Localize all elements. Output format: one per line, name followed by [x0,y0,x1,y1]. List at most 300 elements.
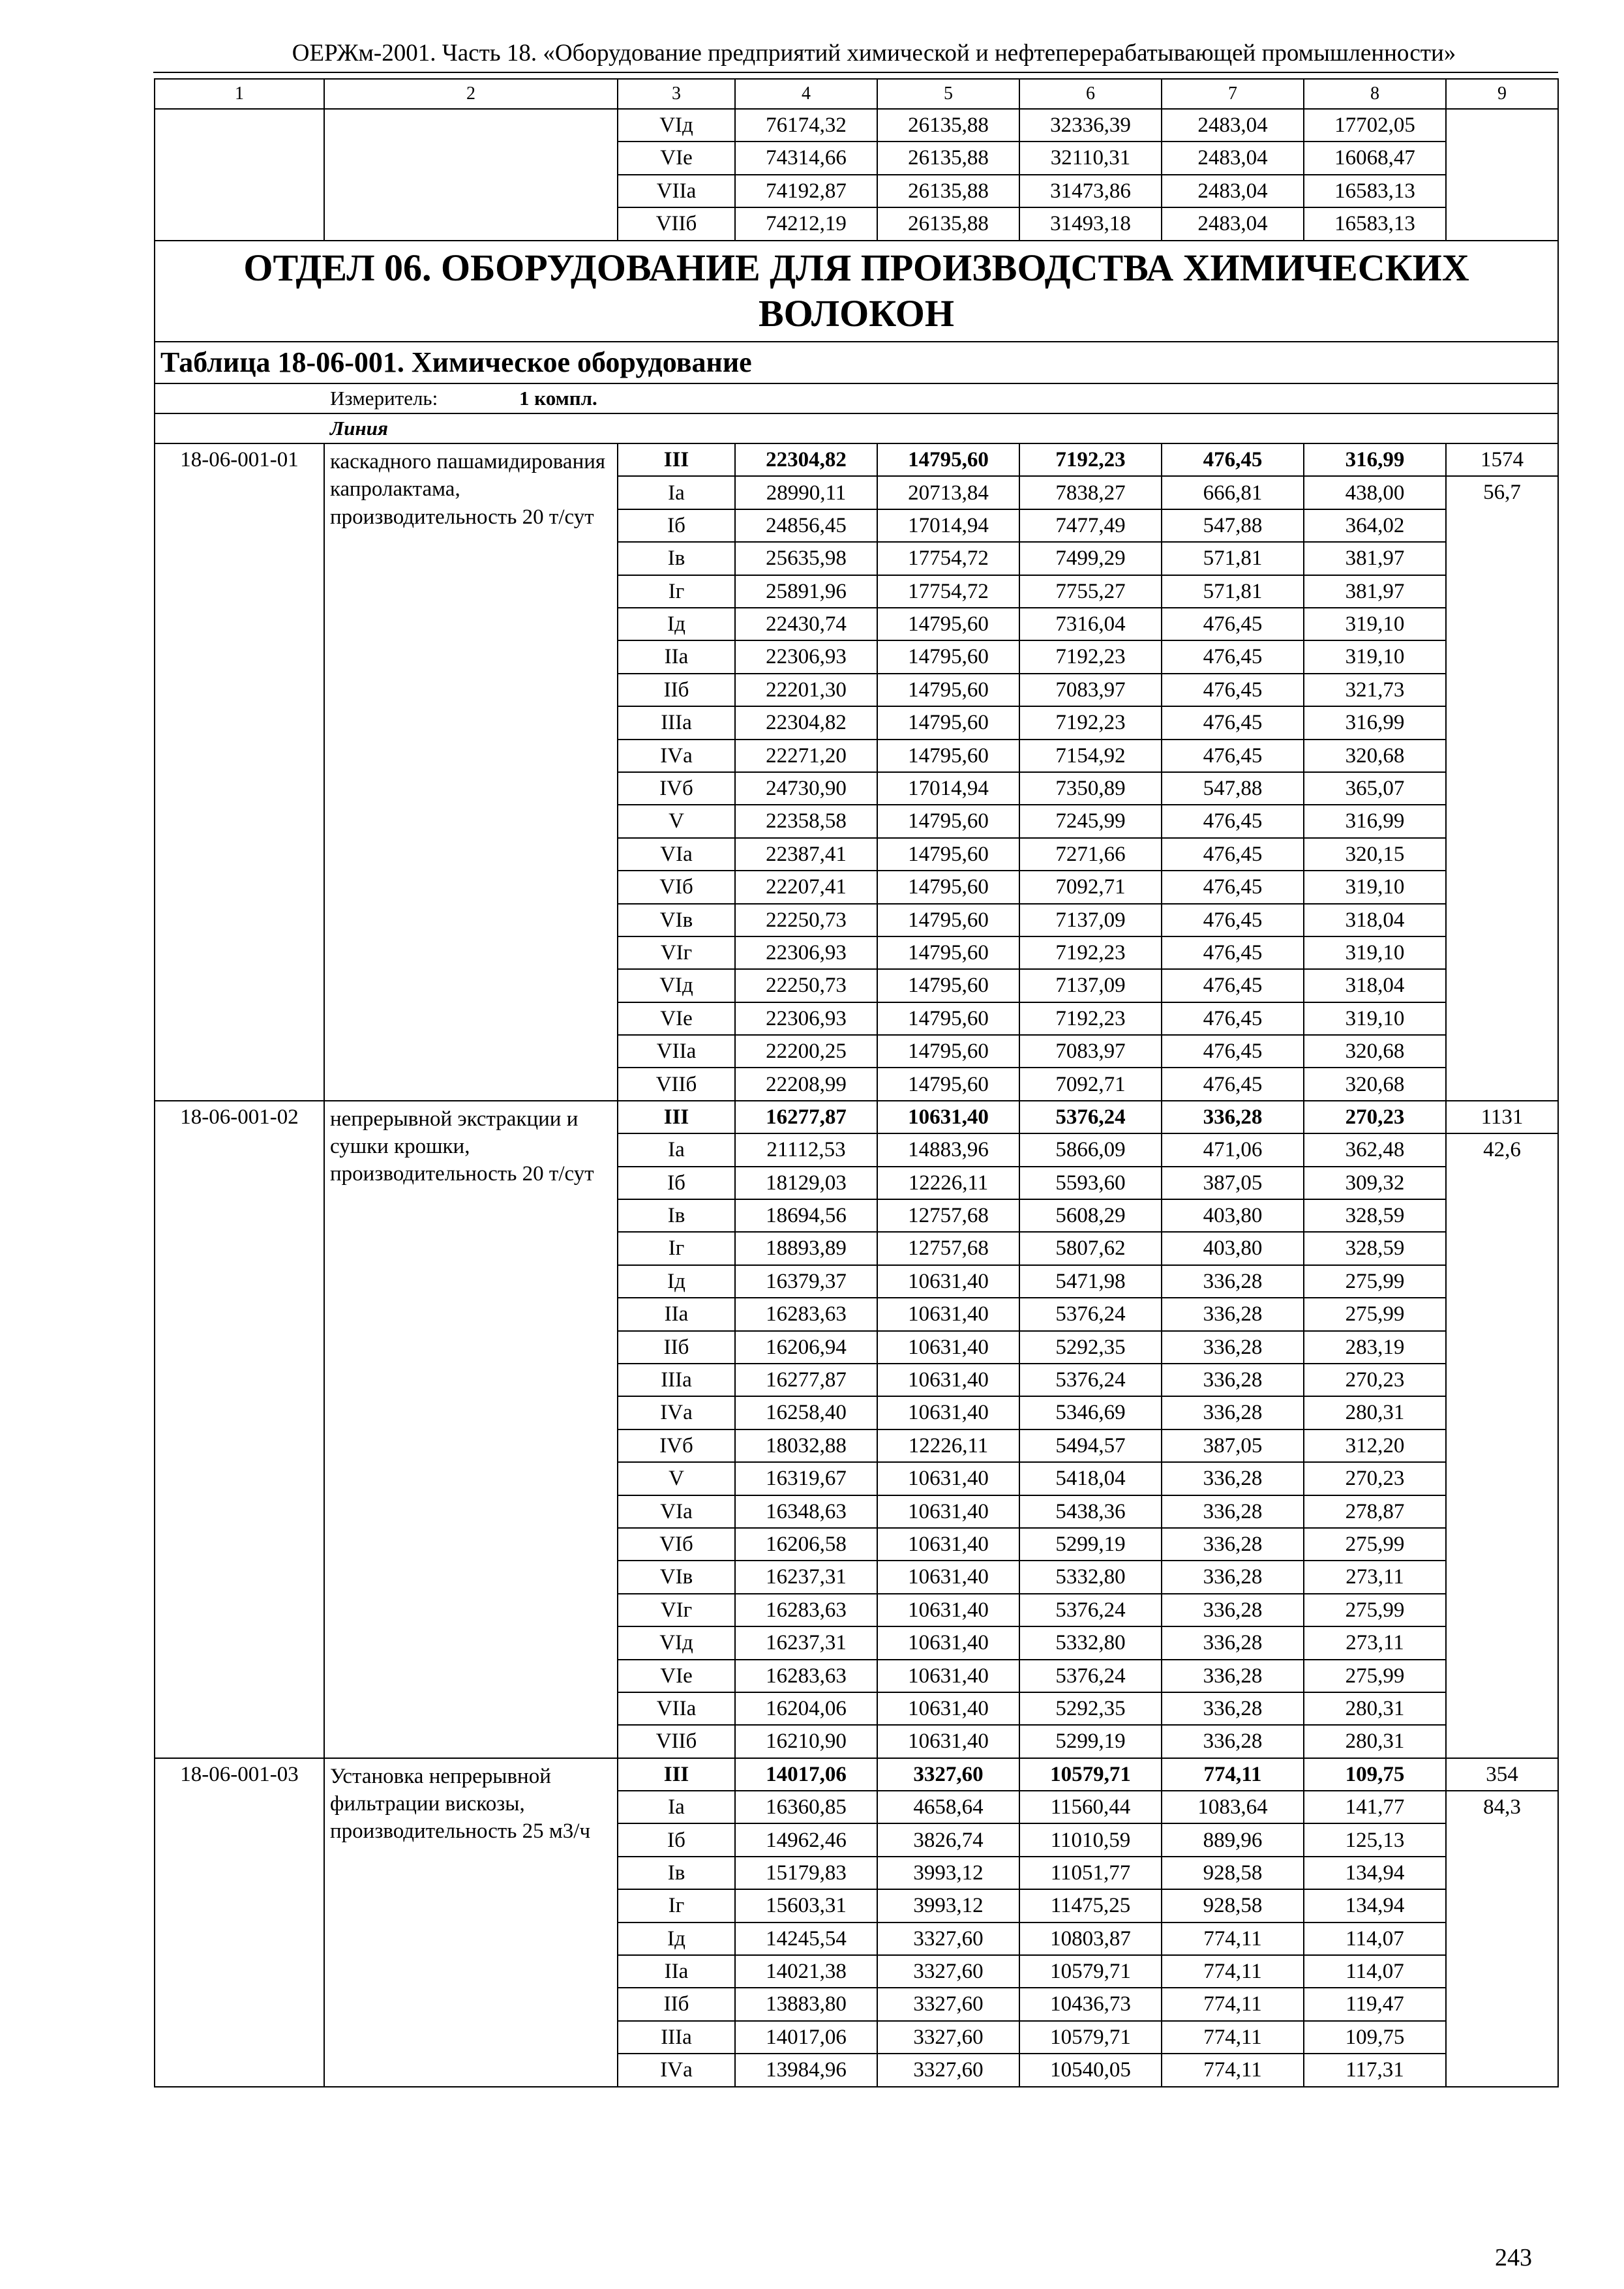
region-class: IVб [618,1429,735,1462]
value-cell: 336,28 [1162,1594,1304,1626]
value-cell: 16583,13 [1304,175,1446,207]
value-cell: 471,06 [1162,1133,1304,1166]
value-cell: 275,99 [1304,1528,1446,1561]
value-cell: 14795,60 [877,936,1019,969]
value-cell: 336,28 [1162,1396,1304,1429]
column-number: 1 [155,79,324,109]
item-col9: 84,3 [1446,1791,1558,2087]
value-cell: 328,59 [1304,1199,1446,1232]
value-cell: 7838,27 [1019,476,1162,509]
value-cell: 14795,60 [877,1035,1019,1068]
value-cell: 14795,60 [877,904,1019,936]
item-description: непрерывной экстракции и сушки крошки, производительность 20 т/сут [324,1101,618,1758]
value-cell: 7137,09 [1019,904,1162,936]
value-cell: 114,07 [1304,1922,1446,1955]
value-cell: 319,10 [1304,1002,1446,1035]
value-cell: 3327,60 [877,1988,1019,2020]
measure-cell [155,383,1558,413]
value-cell: 14795,60 [877,805,1019,837]
value-cell: 3327,60 [877,1922,1019,1955]
value-cell: 7192,23 [1019,443,1162,476]
value-cell: 16277,87 [735,1101,877,1133]
region-class: VIе [618,1002,735,1035]
value-cell: 476,45 [1162,608,1304,640]
value-cell: 387,05 [1162,1167,1304,1199]
value-cell: 273,11 [1304,1626,1446,1659]
column-number: 6 [1019,79,1162,109]
value-cell: 74314,66 [735,142,877,174]
value-cell: 666,81 [1162,476,1304,509]
value-cell: 10631,40 [877,1462,1019,1495]
value-cell: 5376,24 [1019,1594,1162,1626]
value-cell: 10631,40 [877,1396,1019,1429]
value-cell: 17014,94 [877,509,1019,542]
region-class: IVа [618,2054,735,2086]
value-cell: 7755,27 [1019,575,1162,608]
value-cell: 10631,40 [877,1265,1019,1298]
price-table [154,78,1559,2087]
value-cell: 12226,11 [877,1167,1019,1199]
value-cell: 24856,45 [735,509,877,542]
value-cell: 889,96 [1162,1823,1304,1856]
value-cell: 3327,60 [877,1758,1019,1791]
value-cell: 10803,87 [1019,1922,1162,1955]
value-cell: 280,31 [1304,1396,1446,1429]
value-cell: 11560,44 [1019,1791,1162,1823]
value-cell: 5332,80 [1019,1626,1162,1659]
value-cell: 318,04 [1304,904,1446,936]
value-cell: 5593,60 [1019,1167,1162,1199]
value-cell: 10631,40 [877,1725,1019,1758]
value-cell: 18694,56 [735,1199,877,1232]
value-cell: 24730,90 [735,772,877,805]
value-cell: 114,07 [1304,1955,1446,1988]
region-class: VIд [618,109,735,142]
value-cell: 320,68 [1304,1068,1446,1100]
value-cell: 10436,73 [1019,1988,1162,2020]
item-description: каскадного пашамидирования капролактама, производительность 20 т/сут [324,443,618,1101]
value-cell: 319,10 [1304,640,1446,673]
value-cell: 2483,04 [1162,207,1304,240]
value-cell: 16237,31 [735,1626,877,1659]
value-cell: 275,99 [1304,1594,1446,1626]
value-cell: 11051,77 [1019,1857,1162,1889]
value-cell: 10631,40 [877,1101,1019,1133]
value-cell: 3327,60 [877,2021,1019,2054]
value-cell: 7192,23 [1019,640,1162,673]
value-cell: 28990,11 [735,476,877,509]
region-class: VIIа [618,1692,735,1725]
value-cell: 7316,04 [1019,608,1162,640]
value-cell: 5494,57 [1019,1429,1162,1462]
value-cell: 18129,03 [735,1167,877,1199]
value-cell: 7350,89 [1019,772,1162,805]
region-class: IIб [618,1988,735,2020]
value-cell: 476,45 [1162,936,1304,969]
value-cell: 3993,12 [877,1889,1019,1922]
value-cell: 7083,97 [1019,674,1162,706]
value-cell: 364,02 [1304,509,1446,542]
value-cell: 10631,40 [877,1692,1019,1725]
value-cell: 547,88 [1162,772,1304,805]
region-class: VIIа [618,175,735,207]
value-cell: 5292,35 [1019,1692,1162,1725]
value-cell: 328,59 [1304,1232,1446,1264]
value-cell: 16277,87 [735,1364,877,1396]
value-cell: 3327,60 [877,1955,1019,1988]
value-cell: 7083,97 [1019,1035,1162,1068]
value-cell: 7092,71 [1019,1068,1162,1100]
region-class: Iг [618,1889,735,1922]
value-cell: 109,75 [1304,2021,1446,2054]
value-cell: 5346,69 [1019,1396,1162,1429]
value-cell: 476,45 [1162,740,1304,772]
value-cell: 320,68 [1304,1035,1446,1068]
value-cell: 22387,41 [735,838,877,871]
value-cell: 16348,63 [735,1495,877,1528]
region-class: Iв [618,1857,735,1889]
value-cell: 14883,96 [877,1133,1019,1166]
value-cell: 774,11 [1162,2054,1304,2086]
region-class: VIд [618,1626,735,1659]
item-col9: 56,7 [1446,476,1558,1100]
value-cell: 336,28 [1162,1626,1304,1659]
value-cell: 16237,31 [735,1561,877,1593]
value-cell: 312,20 [1304,1429,1446,1462]
value-cell: 14795,60 [877,871,1019,903]
value-cell: 280,31 [1304,1725,1446,1758]
value-cell: 476,45 [1162,805,1304,837]
region-class: Iб [618,1167,735,1199]
value-cell: 16210,90 [735,1725,877,1758]
value-cell: 476,45 [1162,443,1304,476]
region-class: VIIб [618,1068,735,1100]
value-cell: 336,28 [1162,1495,1304,1528]
value-cell: 336,28 [1162,1298,1304,1330]
value-cell: 16206,94 [735,1331,877,1364]
value-cell: 5299,19 [1019,1725,1162,1758]
column-number-row [155,79,1558,109]
value-cell: 125,13 [1304,1823,1446,1856]
value-cell: 17754,72 [877,542,1019,575]
value-cell: 22250,73 [735,969,877,1002]
value-cell: 283,19 [1304,1331,1446,1364]
item-code: 18-06-001-01 [155,443,324,1101]
value-cell: 10631,40 [877,1298,1019,1330]
value-cell: 26135,88 [877,109,1019,142]
value-cell: 12757,68 [877,1199,1019,1232]
value-cell: 10579,71 [1019,2021,1162,2054]
value-cell: 14795,60 [877,1002,1019,1035]
region-class: Iв [618,1199,735,1232]
value-cell: 774,11 [1162,1922,1304,1955]
region-class: VIг [618,936,735,969]
value-cell: 16583,13 [1304,207,1446,240]
value-cell: 7154,92 [1019,740,1162,772]
value-cell: 14017,06 [735,2021,877,2054]
value-cell: 117,31 [1304,2054,1446,2086]
value-cell: 270,23 [1304,1364,1446,1396]
region-class: VIг [618,1594,735,1626]
value-cell: 320,15 [1304,838,1446,871]
value-cell: 22250,73 [735,904,877,936]
value-cell: 26135,88 [877,207,1019,240]
region-class: VIд [618,969,735,1002]
value-cell: 270,23 [1304,1462,1446,1495]
value-cell: 309,32 [1304,1167,1446,1199]
value-cell: 774,11 [1162,2021,1304,2054]
value-cell: 13883,80 [735,1988,877,2020]
value-cell: 387,05 [1162,1429,1304,1462]
value-cell: 316,99 [1304,706,1446,739]
value-cell: 22306,93 [735,936,877,969]
value-cell: 336,28 [1162,1101,1304,1133]
value-cell: 20713,84 [877,476,1019,509]
value-cell: 336,28 [1162,1462,1304,1495]
value-cell: 5299,19 [1019,1528,1162,1561]
value-cell: 5438,36 [1019,1495,1162,1528]
region-class: VIа [618,1495,735,1528]
page-number: 243 [1495,2244,1532,2271]
value-cell: 14795,60 [877,1068,1019,1100]
value-cell: 22304,82 [735,443,877,476]
value-cell: 476,45 [1162,904,1304,936]
value-cell: 476,45 [1162,640,1304,673]
value-cell: 5807,62 [1019,1232,1162,1264]
region-class: Iд [618,608,735,640]
region-class: IIб [618,1331,735,1364]
region-class: III [618,1101,735,1133]
value-cell: 5418,04 [1019,1462,1162,1495]
value-cell: 2483,04 [1162,142,1304,174]
value-cell: 7271,66 [1019,838,1162,871]
value-cell: 16206,58 [735,1528,877,1561]
region-class: IIа [618,1298,735,1330]
value-cell: 774,11 [1162,1955,1304,1988]
region-class: VIе [618,1660,735,1692]
item-col9: 1574 [1446,443,1558,476]
value-cell: 76174,32 [735,109,877,142]
item-code: 18-06-001-02 [155,1101,324,1758]
value-cell: 476,45 [1162,1002,1304,1035]
region-class: IIIа [618,2021,735,2054]
value-cell: 22201,30 [735,674,877,706]
value-cell: 476,45 [1162,871,1304,903]
column-number: 4 [735,79,877,109]
value-cell: 5332,80 [1019,1561,1162,1593]
region-class: Iб [618,509,735,542]
value-cell: 476,45 [1162,969,1304,1002]
section-title: ОТДЕЛ 06. ОБОРУДОВАНИЕ ДЛЯ ПРОИЗВОДСТВА ХИМИЧЕСКИХ ВОЛОКОН [155,241,1558,342]
value-cell: 11010,59 [1019,1823,1162,1856]
value-cell: 5376,24 [1019,1364,1162,1396]
item-col9: 1131 [1446,1101,1558,1133]
region-class: Iа [618,1791,735,1823]
region-class: IIб [618,674,735,706]
region-class: IVа [618,740,735,772]
value-cell: 14021,38 [735,1955,877,1988]
value-cell: 21112,53 [735,1133,877,1166]
value-cell: 16283,63 [735,1298,877,1330]
value-cell: 319,10 [1304,871,1446,903]
value-cell: 18893,89 [735,1232,877,1264]
region-class: V [618,805,735,837]
value-cell: 134,94 [1304,1889,1446,1922]
value-cell: 22306,93 [735,1002,877,1035]
column-number: 8 [1304,79,1446,109]
value-cell: 32110,31 [1019,142,1162,174]
value-cell: 280,31 [1304,1692,1446,1725]
value-cell: 336,28 [1162,1331,1304,1364]
measure-row [155,383,1558,413]
value-cell: 10631,40 [877,1331,1019,1364]
value-cell: 2483,04 [1162,175,1304,207]
value-cell: 17754,72 [877,575,1019,608]
value-cell: 7192,23 [1019,706,1162,739]
value-cell: 13984,96 [735,2054,877,2086]
value-cell: 7192,23 [1019,1002,1162,1035]
value-cell: 31493,18 [1019,207,1162,240]
value-cell: 22271,20 [735,740,877,772]
value-cell: 25635,98 [735,542,877,575]
value-cell: 403,80 [1162,1232,1304,1264]
value-cell: 5866,09 [1019,1133,1162,1166]
region-class: Iд [618,1922,735,1955]
value-cell: 16258,40 [735,1396,877,1429]
value-cell: 7192,23 [1019,936,1162,969]
value-cell: 7477,49 [1019,509,1162,542]
table-row [155,1758,1558,1791]
value-cell: 438,00 [1304,476,1446,509]
value-cell: 571,81 [1162,575,1304,608]
carryover-col9-cell [1446,109,1558,241]
region-class: Iа [618,1133,735,1166]
value-cell: 14795,60 [877,969,1019,1002]
value-cell: 336,28 [1162,1528,1304,1561]
value-cell: 774,11 [1162,1758,1304,1791]
value-cell: 3826,74 [877,1823,1019,1856]
value-cell: 4658,64 [877,1791,1019,1823]
region-class: Iг [618,575,735,608]
column-number: 7 [1162,79,1304,109]
table-title: Таблица 18-06-001. Химическое оборудование [155,342,1558,383]
value-cell: 275,99 [1304,1298,1446,1330]
value-cell: 10631,40 [877,1528,1019,1561]
value-cell: 1083,64 [1162,1791,1304,1823]
value-cell: 18032,88 [735,1429,877,1462]
region-class: V [618,1462,735,1495]
item-code: 18-06-001-03 [155,1758,324,2087]
region-class: VIв [618,904,735,936]
group-label-cell [155,413,1558,443]
value-cell: 10631,40 [877,1660,1019,1692]
region-class: VIб [618,871,735,903]
value-cell: 7499,29 [1019,542,1162,575]
region-class: IVб [618,772,735,805]
value-cell: 316,99 [1304,443,1446,476]
value-cell: 571,81 [1162,542,1304,575]
value-cell: 476,45 [1162,706,1304,739]
value-cell: 336,28 [1162,1692,1304,1725]
measure-label: Измеритель: [330,387,438,410]
region-class: VIб [618,1528,735,1561]
value-cell: 15603,31 [735,1889,877,1922]
value-cell: 476,45 [1162,1035,1304,1068]
region-class: VIе [618,142,735,174]
value-cell: 15179,83 [735,1857,877,1889]
item-description: Установка непрерывной фильтрации вискозы, производительность 25 м3/ч [324,1758,618,2087]
value-cell: 278,87 [1304,1495,1446,1528]
value-cell: 16204,06 [735,1692,877,1725]
table-title-row [155,342,1558,383]
region-class: VIа [618,838,735,871]
value-cell: 928,58 [1162,1889,1304,1922]
value-cell: 5608,29 [1019,1199,1162,1232]
value-cell: 5376,24 [1019,1101,1162,1133]
column-number: 2 [324,79,618,109]
column-number: 5 [877,79,1019,109]
value-cell: 270,23 [1304,1101,1446,1133]
value-cell: 11475,25 [1019,1889,1162,1922]
table-row [155,109,1558,142]
item-col9: 42,6 [1446,1133,1558,1758]
carryover-code-cell [155,109,324,241]
value-cell: 10631,40 [877,1626,1019,1659]
value-cell: 10579,71 [1019,1758,1162,1791]
region-class: III [618,443,735,476]
value-cell: 336,28 [1162,1660,1304,1692]
value-cell: 476,45 [1162,674,1304,706]
value-cell: 10631,40 [877,1495,1019,1528]
value-cell: 22304,82 [735,706,877,739]
item-col9: 354 [1446,1758,1558,1791]
region-class: IVа [618,1396,735,1429]
value-cell: 22358,58 [735,805,877,837]
value-cell: 10579,71 [1019,1955,1162,1988]
value-cell: 16379,37 [735,1265,877,1298]
region-class: Iв [618,542,735,575]
region-class: VIIб [618,207,735,240]
value-cell: 14245,54 [735,1922,877,1955]
value-cell: 7092,71 [1019,871,1162,903]
value-cell: 12226,11 [877,1429,1019,1462]
value-cell: 336,28 [1162,1561,1304,1593]
value-cell: 318,04 [1304,969,1446,1002]
value-cell: 381,97 [1304,542,1446,575]
value-cell: 22208,99 [735,1068,877,1100]
value-cell: 109,75 [1304,1758,1446,1791]
value-cell: 275,99 [1304,1660,1446,1692]
value-cell: 10631,40 [877,1364,1019,1396]
value-cell: 319,10 [1304,936,1446,969]
region-class: III [618,1758,735,1791]
column-number: 3 [618,79,735,109]
header-rule [153,72,1558,73]
value-cell: 319,10 [1304,608,1446,640]
value-cell: 2483,04 [1162,109,1304,142]
value-cell: 403,80 [1162,1199,1304,1232]
value-cell: 22200,25 [735,1035,877,1068]
value-cell: 25891,96 [735,575,877,608]
carryover-desc-cell [324,109,618,241]
value-cell: 10631,40 [877,1594,1019,1626]
value-cell: 31473,86 [1019,175,1162,207]
value-cell: 26135,88 [877,142,1019,174]
value-cell: 22207,41 [735,871,877,903]
value-cell: 22430,74 [735,608,877,640]
value-cell: 14795,60 [877,608,1019,640]
value-cell: 321,73 [1304,674,1446,706]
